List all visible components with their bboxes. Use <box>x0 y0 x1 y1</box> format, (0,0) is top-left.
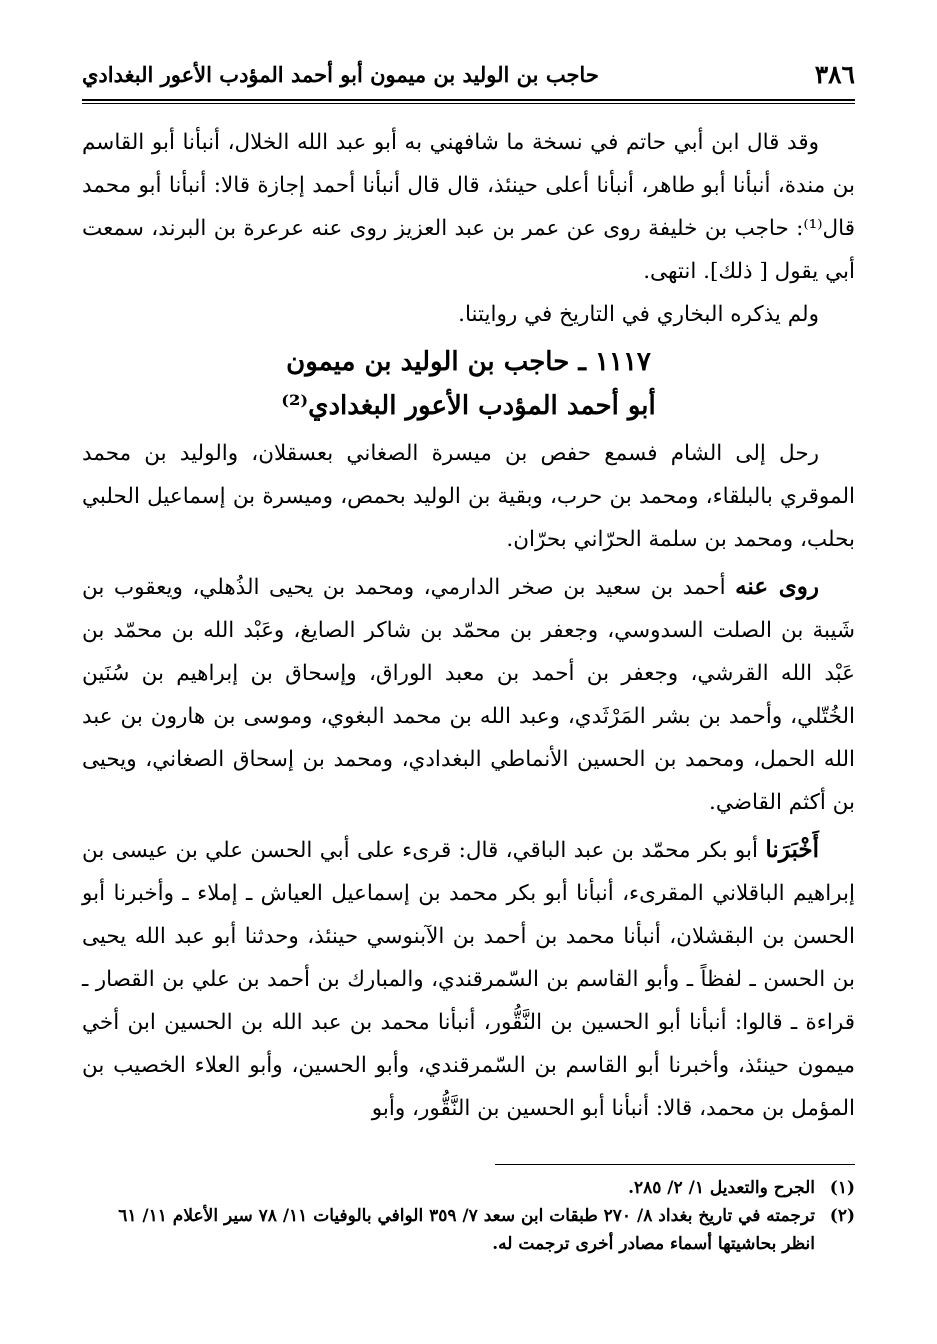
footnote-1-number: (١) <box>829 1178 855 1198</box>
paragraph-isnad <box>82 828 855 1130</box>
footnotes <box>82 1174 855 1258</box>
isnad-text: أبو بكر محمّد بن عبد الباقي، قال: قرىء على أبي الحسن علي بن عيسى بن إبراهيم الباقلاني المقرىء، أنبأنا أبو بكر محمد بن إسماعيل العياش ـ إملاء ـ وأخبرنا أبو الحسن بن البقشلان، أنبأنا محمد بن أحمد بن الآبنوسي حينئذ، وحدثنا أبو عبد الله يحيى بن الحسن ـ لفظاً ـ وأبو القاسم بن السّمرقندي، والمبارك بن أحمد بن علي بن القصار ـ قراءة ـ قالوا: أنبأنا أبو الحسين بن النَّقُّور، أنبأنا محمد بن عبد الله بن الحسين ابن أخي ميمون حينئذ، وأخبرنا أبو القاسم بن السّمرقندي، وأبو الحسين، وأبو العلاء الخصيب بن المؤمل بن محمد، قالا: أنبأنا أبو الحسين بن النَّقُّور، وأبو <box>82 838 855 1121</box>
entry-title <box>82 340 855 428</box>
paragraph-bukhari-note: ولم يذكره البخاري في التاريخ في روايتنا. <box>458 302 819 327</box>
main-text <box>82 121 855 1130</box>
footnote-rule <box>495 1164 855 1165</box>
isnad-lead: أَخْبَرَنا <box>765 836 819 863</box>
running-title: حاجب بن الوليد بن ميمون أبو أحمد المؤدب الأعور البغدادي <box>82 62 599 87</box>
footnote-2-number: (٢) <box>829 1206 855 1226</box>
paragraph-narrators <box>82 565 855 824</box>
page-number: ٣٨٦ <box>814 60 855 89</box>
footnote-1-text: الجرح والتعديل ١/ ٢/ ٢٨٥. <box>628 1178 815 1198</box>
header-rule-thin <box>82 103 855 104</box>
paragraph-travel: رحل إلى الشام فسمع حفص بن ميسرة الصغاني بعسقلان، والوليد بن محمد الموقري بالبلقاء، ومحمد بن حرب، وبقية بن الوليد بحمص، وميسرة بن إسماعيل الحلبي بحلب، ومحمد بن سلمة الحرّاني بحرّان. <box>82 441 855 552</box>
running-header <box>82 58 855 94</box>
footnote-2-text: ترجمته في تاريخ بغداد ٨/ ٢٧٠ طبقات ابن سعد ٧/ ٣٥٩ الوافي بالوفيات ١١/ ٧٨ سير الأعلام ١١/ ٦١ <box>118 1206 815 1226</box>
narrators-text: أحمد بن سعيد بن صخر الدارمي، ومحمد بن يحيى الذُهلي، ويعقوب بن شَيبة بن الصلت السدوسي، وجعفر بن محمّد بن شاكر الصايغ، وعَبْد الله بن محمّد بن عَبْد الله القرشي، وجعفر بن أحمد بن معبد الوراق، وإسحاق بن إبراهيم بن سُنَين الخُتّلي، وأحمد بن بشر المَرْثَدي، وعبد الله بن محمد البغوي، وموسى بن هارون بن عبد الله الحمل، ومحمد بن الحسين الأنماطي البغدادي، ومحمد بن إسحاق الصغاني، ويحيى بن أكثم القاضي. <box>82 575 855 815</box>
entry-title-line2: أبو أحمد المؤدب الأعور البغدادي⁽²⁾ <box>281 391 656 421</box>
footnote-2-continuation: انظر بحاشيتها أسماء مصادر أخرى ترجمت له. <box>492 1234 815 1254</box>
narrators-lead: روى عنه <box>735 573 819 600</box>
entry-title-line1: ١١١٧ ـ حاجب بن الوليد بن ميمون <box>286 347 651 377</box>
footnote-2 <box>82 1202 855 1230</box>
footnote-1 <box>82 1174 855 1202</box>
paragraph-intro: وقد قال ابن أبي حاتم في نسخة ما شافهني به أبو عبد الله الخلال، أنبأنا أبو القاسم بن مندة، أنبأنا أبو طاهر، أنبأنا أعلى حينئذ، قال قال أنبأنا أحمد إجازة قالا: أنبأنا أبو محمد قال⁽¹⁾: حاجب بن خليفة روى عن عمر بن عبد العزيز روى عنه عرعرة بن البرند، سمعت أبي يقول [ ذلك]. انتهى. <box>82 130 855 284</box>
header-rule <box>82 99 855 101</box>
